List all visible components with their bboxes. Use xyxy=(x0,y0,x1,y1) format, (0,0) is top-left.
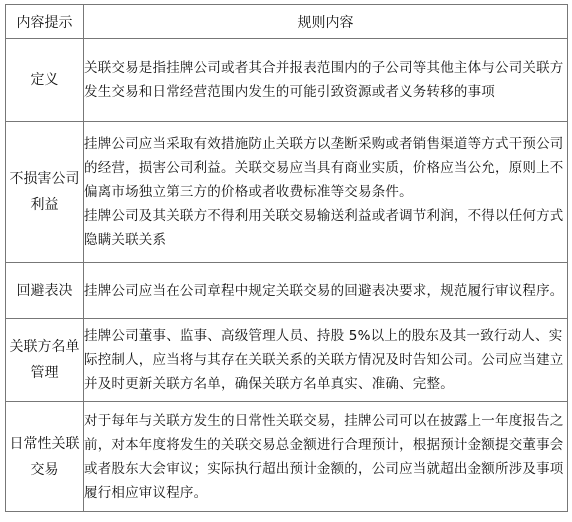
row-content-no-harm-interest xyxy=(84,122,568,263)
rule-paragraph: 挂牌公司应当采取有效措施防止关联方以垄断采购或者销售渠道等方式干预公司的经营，损害公司利益。关联交易应当具有商业实质，价格应当公允，原则上不偏离市场独立第三方的价格或者收费标准等交易条件。 xyxy=(84,136,564,200)
table-header-row xyxy=(6,5,568,39)
rule-paragraph: 关联交易是指挂牌公司或者其合并报表范围内的子公司等其他主体与公司关联方发生交易和日常经营范围内发生的可能引致资源或者义务转移的事项 xyxy=(84,60,564,100)
row-content-definition xyxy=(84,39,568,122)
rule-paragraph: 挂牌公司董事、监事、高级管理人员、持股 5%以上的股东及其一致行动人、实际控制人，应当将与其存在关联关系的关联方情况及时告知公司。公司应当建立并及时更新关联方名单，确保关联方名单真实、准确、完整。 xyxy=(84,328,564,392)
table-row xyxy=(6,122,568,263)
row-content-daily-transactions xyxy=(84,402,568,512)
table-row xyxy=(6,39,568,122)
row-content-recusal-voting xyxy=(84,263,568,319)
rule-paragraph: 对于每年与关联方发生的日常性关联交易，挂牌公司可以在披露上一年度报告之前，对本年度将发生的关联交易总金额进行合理预计，根据预计金额提交董事会或者股东大会审议；实际执行超出预计金额的，公司应当就超出金额所涉及事项履行相应审议程序。 xyxy=(84,412,564,501)
row-content-related-party-list xyxy=(84,319,568,402)
table-row xyxy=(6,319,568,402)
row-label-no-harm-interest: 不损害公司利益 xyxy=(6,122,84,263)
row-label-recusal-voting: 回避表决 xyxy=(6,263,84,319)
rule-paragraph: 挂牌公司及其关联方不得利用关联交易输送利益或者调节利润，不得以任何方式隐瞒关联关系 xyxy=(84,208,564,248)
table-row xyxy=(6,402,568,512)
header-rule-content: 规则内容 xyxy=(84,5,568,39)
row-label-daily-transactions: 日常性关联交易 xyxy=(6,402,84,512)
rule-paragraph: 挂牌公司应当在公司章程中规定关联交易的回避表决要求，规范履行审议程序。 xyxy=(84,282,564,299)
related-party-rules-table xyxy=(5,4,568,512)
row-label-definition: 定义 xyxy=(6,39,84,122)
header-content-hint: 内容提示 xyxy=(6,5,84,39)
row-label-related-party-list: 关联方名单管理 xyxy=(6,319,84,402)
table-row xyxy=(6,263,568,319)
